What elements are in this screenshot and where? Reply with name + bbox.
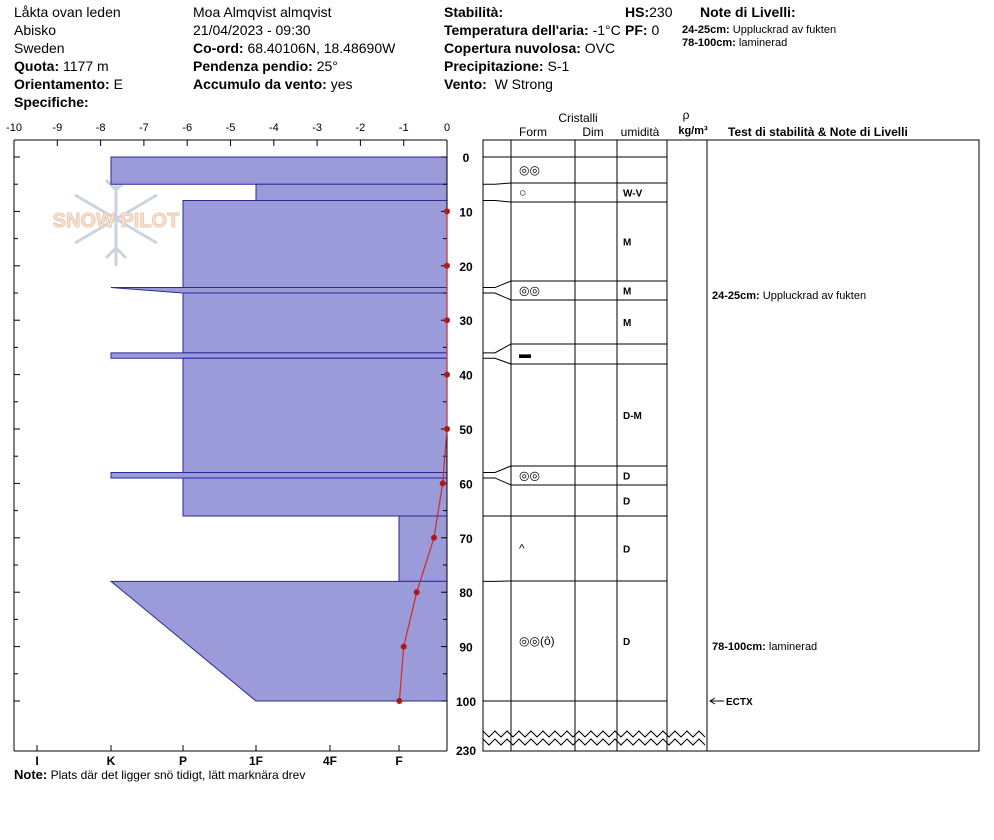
density-unit-header: kg/m³ (678, 125, 708, 137)
layer-connector (483, 183, 511, 184)
temperature-point (440, 480, 446, 486)
air-temp-label: Temperatura dell'aria: (444, 22, 589, 38)
temperature-point (414, 589, 420, 595)
layer-note-text: laminerad (738, 37, 788, 49)
temp-tick-label: -5 (225, 122, 236, 134)
pf-value: 0 (651, 22, 660, 38)
layer-note-range: 24-25cm: (712, 290, 763, 302)
hardness-layer (183, 293, 447, 353)
grain-form-symbol: ◎◎(ô) (519, 634, 555, 648)
layer-note (712, 641, 817, 653)
moisture-value: W-V (623, 188, 643, 200)
elevation-value: 1177 m (63, 58, 109, 74)
size-header: Dim (582, 125, 604, 139)
temperature-point (444, 372, 450, 378)
grain-form-symbol: ○ (519, 185, 527, 200)
layer-note-text: laminerad (768, 641, 818, 653)
temp-tick-label: -9 (52, 122, 63, 134)
precip-label: Precipitazione: (444, 58, 544, 74)
location-name: Låkta ovan leden (14, 4, 121, 20)
layer-connector (483, 478, 511, 485)
depth-tick-label: 60 (459, 477, 473, 492)
crystals-header: Cristalli (558, 111, 598, 125)
rho-header: ρ (682, 108, 690, 122)
cloud-value: OVC (584, 40, 616, 56)
hardness-profile (111, 157, 447, 701)
hardness-tick-label: F (395, 754, 403, 768)
note-label: Note: (14, 767, 48, 782)
moisture-value: M (623, 318, 632, 329)
depth-tick-label: 40 (459, 368, 473, 383)
hardness-layer (111, 353, 447, 358)
depth-tick-label: 90 (459, 640, 473, 655)
region-name: Abisko (14, 22, 57, 38)
hardness-tick-label: K (106, 754, 116, 768)
temp-tick-label: -2 (355, 122, 366, 134)
moisture-header: umidità (620, 125, 660, 139)
country-name: Sweden (14, 40, 65, 56)
depth-tick-label: 70 (459, 531, 473, 546)
logo-text: SNOW PILOT (52, 210, 180, 232)
layer-connector (483, 281, 511, 288)
temperature-point (396, 698, 402, 704)
hardness-layer (256, 184, 447, 200)
layer-connector (483, 293, 511, 300)
layer-connector (483, 344, 511, 353)
hardness-layer (183, 478, 447, 516)
hardness-layer (183, 358, 447, 472)
break-zigzag (483, 731, 705, 737)
grain-form-symbol: ▬ (519, 347, 531, 361)
moisture-value: D (623, 637, 631, 648)
temp-tick-label: -8 (95, 122, 106, 134)
layer-table (483, 140, 979, 751)
hardness-tick-label: 4F (322, 754, 338, 768)
hardness-layer (111, 157, 447, 184)
wind-value: W Strong (494, 76, 553, 92)
grain-form-symbol: ^ (519, 541, 525, 556)
layer-connector (483, 358, 511, 364)
stability-label: Stabilità: (444, 4, 504, 20)
moisture-value: D-M (623, 411, 642, 422)
grain-form-symbol: ◎◎ (519, 468, 540, 483)
depth-tick-label: 10 (459, 205, 473, 220)
moisture-value: M (623, 286, 632, 298)
temperature-point (444, 208, 450, 214)
moisture-value: D (623, 544, 631, 556)
temperature-point (401, 644, 407, 650)
hs-value: 230 (649, 4, 673, 20)
slope-label: Pendenza pendio: (193, 58, 313, 74)
layer-connector (483, 466, 511, 473)
layer-note-text: Uppluckrad av fukten (762, 290, 867, 302)
depth-tick-label: 100 (455, 695, 477, 709)
depth-tick-label: 0 (462, 151, 470, 165)
specifics-label: Specifiche: (14, 94, 89, 110)
hardness-layer (183, 201, 447, 288)
layer-note-range: 78-100cm: (682, 37, 736, 49)
layer-note-text: Uppluckrad av fukten (732, 24, 837, 36)
temp-tick-label: -4 (268, 122, 279, 134)
depth-tick-label: 80 (459, 586, 473, 601)
moisture-value: D (623, 471, 631, 483)
hardness-tick-label: P (178, 754, 188, 768)
air-temp-value: -1°C (592, 22, 621, 38)
wind-loading-label: Accumulo da vento: (193, 76, 327, 92)
hardness-layer (111, 581, 447, 701)
coord-label: Co-ord: (193, 40, 244, 56)
temperature-point (444, 426, 450, 432)
layer-note-range: 24-25cm: (682, 24, 730, 36)
hardness-layer (111, 288, 447, 293)
depth-tick-label: 30 (459, 314, 473, 329)
temperature-point (444, 263, 450, 269)
depth-bottom-label: 230 (455, 744, 477, 758)
layer-note-range: 78-100cm: (712, 641, 769, 653)
depth-tick-label: 50 (459, 423, 473, 437)
note-text: Plats där det ligger snö tidigt, lätt marknära drev (50, 768, 306, 782)
aspect-value: E (113, 76, 123, 92)
pf-label: PF: (625, 22, 648, 38)
note-row (14, 767, 305, 782)
wind-loading-value: yes (330, 76, 353, 92)
observation-datetime: 21/04/2023 - 09:30 (193, 22, 311, 38)
temperature-point (431, 535, 437, 541)
hardness-layer (111, 473, 447, 478)
wind-label: Vento: (444, 76, 487, 92)
form-header: Form (519, 125, 547, 139)
temp-tick-label: -1 (398, 122, 409, 134)
moisture-value: M (623, 237, 632, 249)
table-frame (483, 140, 979, 751)
grain-form-symbol: ◎◎ (519, 283, 540, 298)
temp-tick-label: -10 (6, 122, 22, 134)
depth-tick-label: 20 (459, 259, 473, 274)
temperature-point (444, 317, 450, 323)
elevation-label: Quota: (14, 58, 60, 74)
cloud-label: Copertura nuvolosa: (444, 40, 581, 56)
slope-value: 25° (316, 58, 338, 74)
moisture-value: D (623, 496, 631, 508)
layer-connector (483, 201, 511, 202)
grain-form-symbol: ◎◎ (519, 163, 540, 177)
layer-notes-title: Note di Livelli: (700, 4, 796, 20)
hardness-tick-label: 1F (248, 754, 264, 768)
observer-name: Moa Almqvist almqvist (193, 4, 332, 20)
temp-tick-label: -6 (182, 122, 193, 134)
layer-note (712, 290, 866, 302)
temp-tick-label: -7 (139, 122, 149, 134)
precip-value: S-1 (547, 58, 570, 74)
temp-tick-label: 0 (443, 122, 451, 134)
coord-value: 68.40106N, 18.48690W (247, 40, 396, 56)
aspect-label: Orientamento: (14, 76, 110, 92)
stability-test-label: ECTX (726, 697, 753, 708)
hs-label: HS: (625, 4, 650, 20)
snow-pilot-logo (53, 172, 180, 266)
temp-tick-label: -3 (312, 122, 322, 134)
break-zigzag (483, 739, 705, 745)
tests-header: Test di stabilità & Note di Livelli (728, 125, 908, 139)
hardness-tick-label: I (35, 754, 39, 768)
